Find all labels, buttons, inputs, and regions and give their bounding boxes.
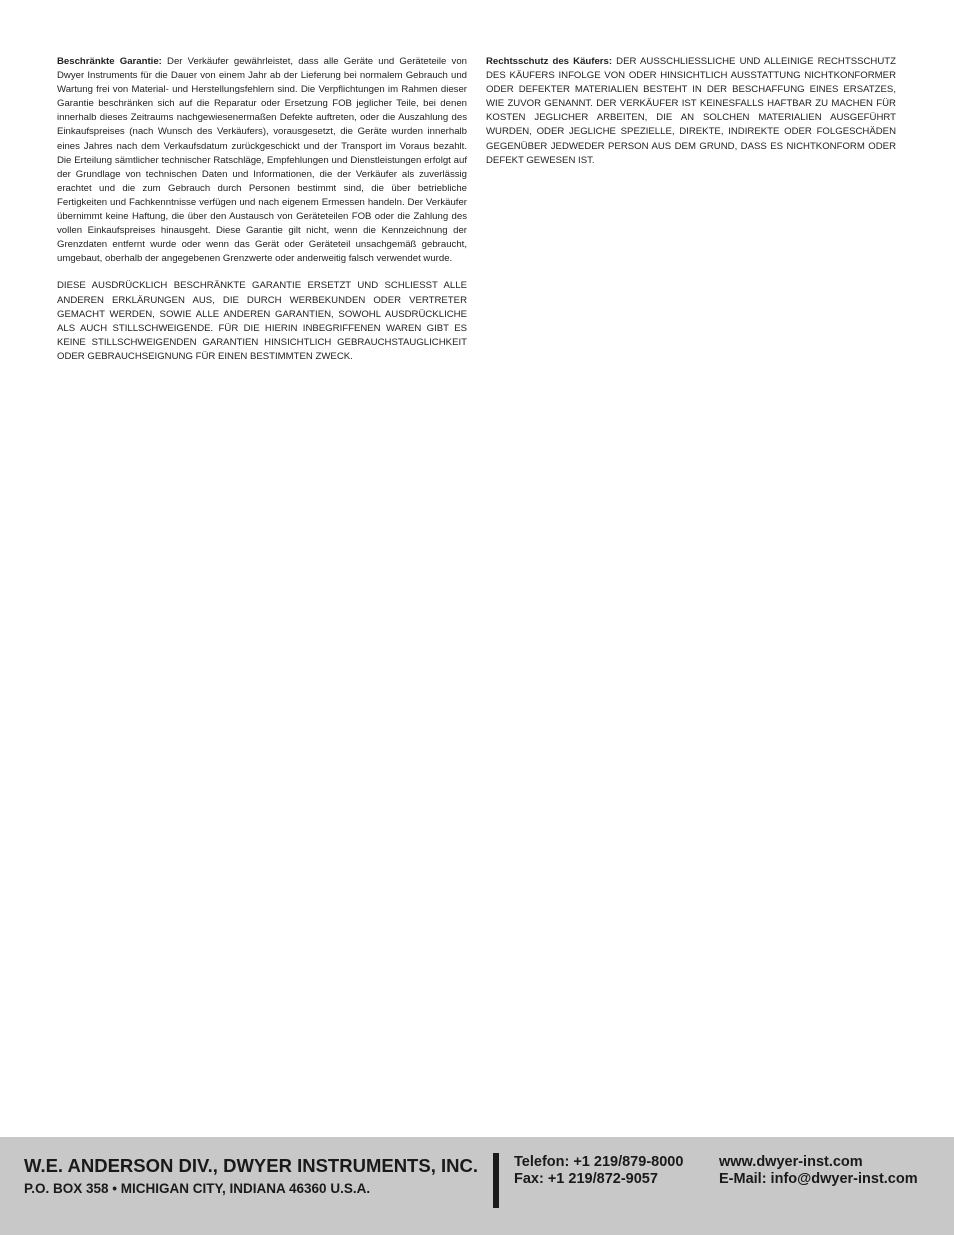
footer-divider — [493, 1153, 499, 1208]
footer-bar — [0, 1137, 954, 1235]
warranty-column — [57, 55, 467, 377]
email-link[interactable]: E-Mail: info@dwyer-inst.com — [719, 1171, 918, 1187]
remedy-paragraph — [486, 55, 896, 168]
remedy-heading: Rechtsschutz des Käufers: — [486, 56, 613, 67]
warranty-heading: Beschränkte Garantie: — [57, 56, 162, 67]
web-block — [719, 1154, 918, 1188]
fax-number: Fax: +1 219/872-9057 — [514, 1171, 658, 1187]
remedy-column — [486, 55, 896, 181]
warranty-paragraph — [57, 55, 467, 266]
phone-block — [514, 1154, 683, 1188]
company-address: P.O. BOX 358 • MICHIGAN CITY, INDIANA 46360 U.S.A. — [24, 1181, 371, 1196]
company-name: W.E. ANDERSON DIV., DWYER INSTRUMENTS, INC. — [24, 1155, 478, 1176]
warranty-body: Der Verkäufer gewährleistet, dass alle Geräte und Geräteteile von Dwyer Instruments für die Dauer von einem Jahr ab der Lieferung bei normalem Gebrauch und Wartung frei von Material- und Herstellungsfehlern sind. Die Verpflichtungen im Rahmen dieser Garantie beschränken sich auf die Reparatur oder Ersetzung FOB jeglicher Teile, bei denen innerhalb dieses Zeitraums nachgewiesenermaßen Defekte auftreten, oder die Auszahlung des Einkaufspreises (nach Wunsch des Verkäufers), vorausgesetzt, die Geräte wurden innerhalb eines Jahres nach dem Verkaufsdatum zurückgeschickt und der Transport im Voraus bezahlt. Die Erteilung sämtlicher technischer Ratschläge, Empfehlungen und Dienstleistungen erfolgt auf der Grundlage von technischen Daten und Informationen, die der Verkäufer als zuverlässig erachtet und die zum Gebrauch durch Personen bestimmt sind, die über betriebliche Fertigkeiten und Fachkenntnisse verfügen und nach eigenem Ermessen handeln. Der Verkäufer übernimmt keine Haftung, die über den Austausch von Geräteteilen FOB oder die Zahlung des vollen Einkaufspreises hinausgeht. Diese Garantie gilt nicht, wenn die Kennzeichnung der Grenzdaten entfernt wurde oder wenn das Gerät oder Geräteteil unsachgemäß gebraucht, umgebaut, oberhalb der angegebenen Grenzwerte oder anderweitig falsch verwendet wurde. — [57, 56, 467, 265]
remedy-body: DER AUSSCHLIESSLICHE UND ALLEINIGE RECHTSSCHUTZ DES KÄUFERS INFOLGE VON ODER HINSICHTLICH AUSSTATTUNG NICHTKONFORMER ODER DEFEKTER MATERIALIEN BESTEHT IN DER BESCHAFFUNG EINES ERSATZES, WIE ZUVOR GENANNT. DER VERKÄUFER IST KEINESFALLS HAFTBAR ZU MACHEN FÜR KOSTEN JEGLICHER ARBEITEN, DIE AN SOLCHEN MATERIALIEN AUSGEFÜHRT WURDEN, ODER JEGLICHE SPEZIELLE, DIREKTE, INDIREKTE ODER FOLGESCHÄDEN GEGENÜBER JEDWEDER PERSON AUS DEM GRUND, DASS ES NICHTKONFORM ODER DEFEKT GEWESEN IST. — [486, 56, 896, 166]
website-link[interactable]: www.dwyer-inst.com — [719, 1154, 863, 1170]
phone-number: Telefon: +1 219/879-8000 — [514, 1154, 684, 1170]
warranty-disclaimer: DIESE AUSDRÜCKLICH BESCHRÄNKTE GARANTIE ERSETZT UND SCHLIESST ALLE ANDEREN ERKLÄRUNGEN AUS, DIE DURCH WERBEKUNDEN ODER VERTRETER GEMACHT WERDEN, SOWIE ALLE ANDEREN GARANTIEN, SOWOHL AUSDRÜCKLICHE ALS AUCH STILLSCHWEIGENDE. FÜR DIE HIERIN INBEGRIFFENEN WAREN GIBT ES KEINE STILLSCHWEIGENDEN GARANTIEN HINSICHTLICH GEBRAUCHSTAUGLICHKEIT ODER GEBRAUCHSEIGNUNG FÜR EINEN BESTIMMTEN ZWECK. — [57, 280, 467, 362]
